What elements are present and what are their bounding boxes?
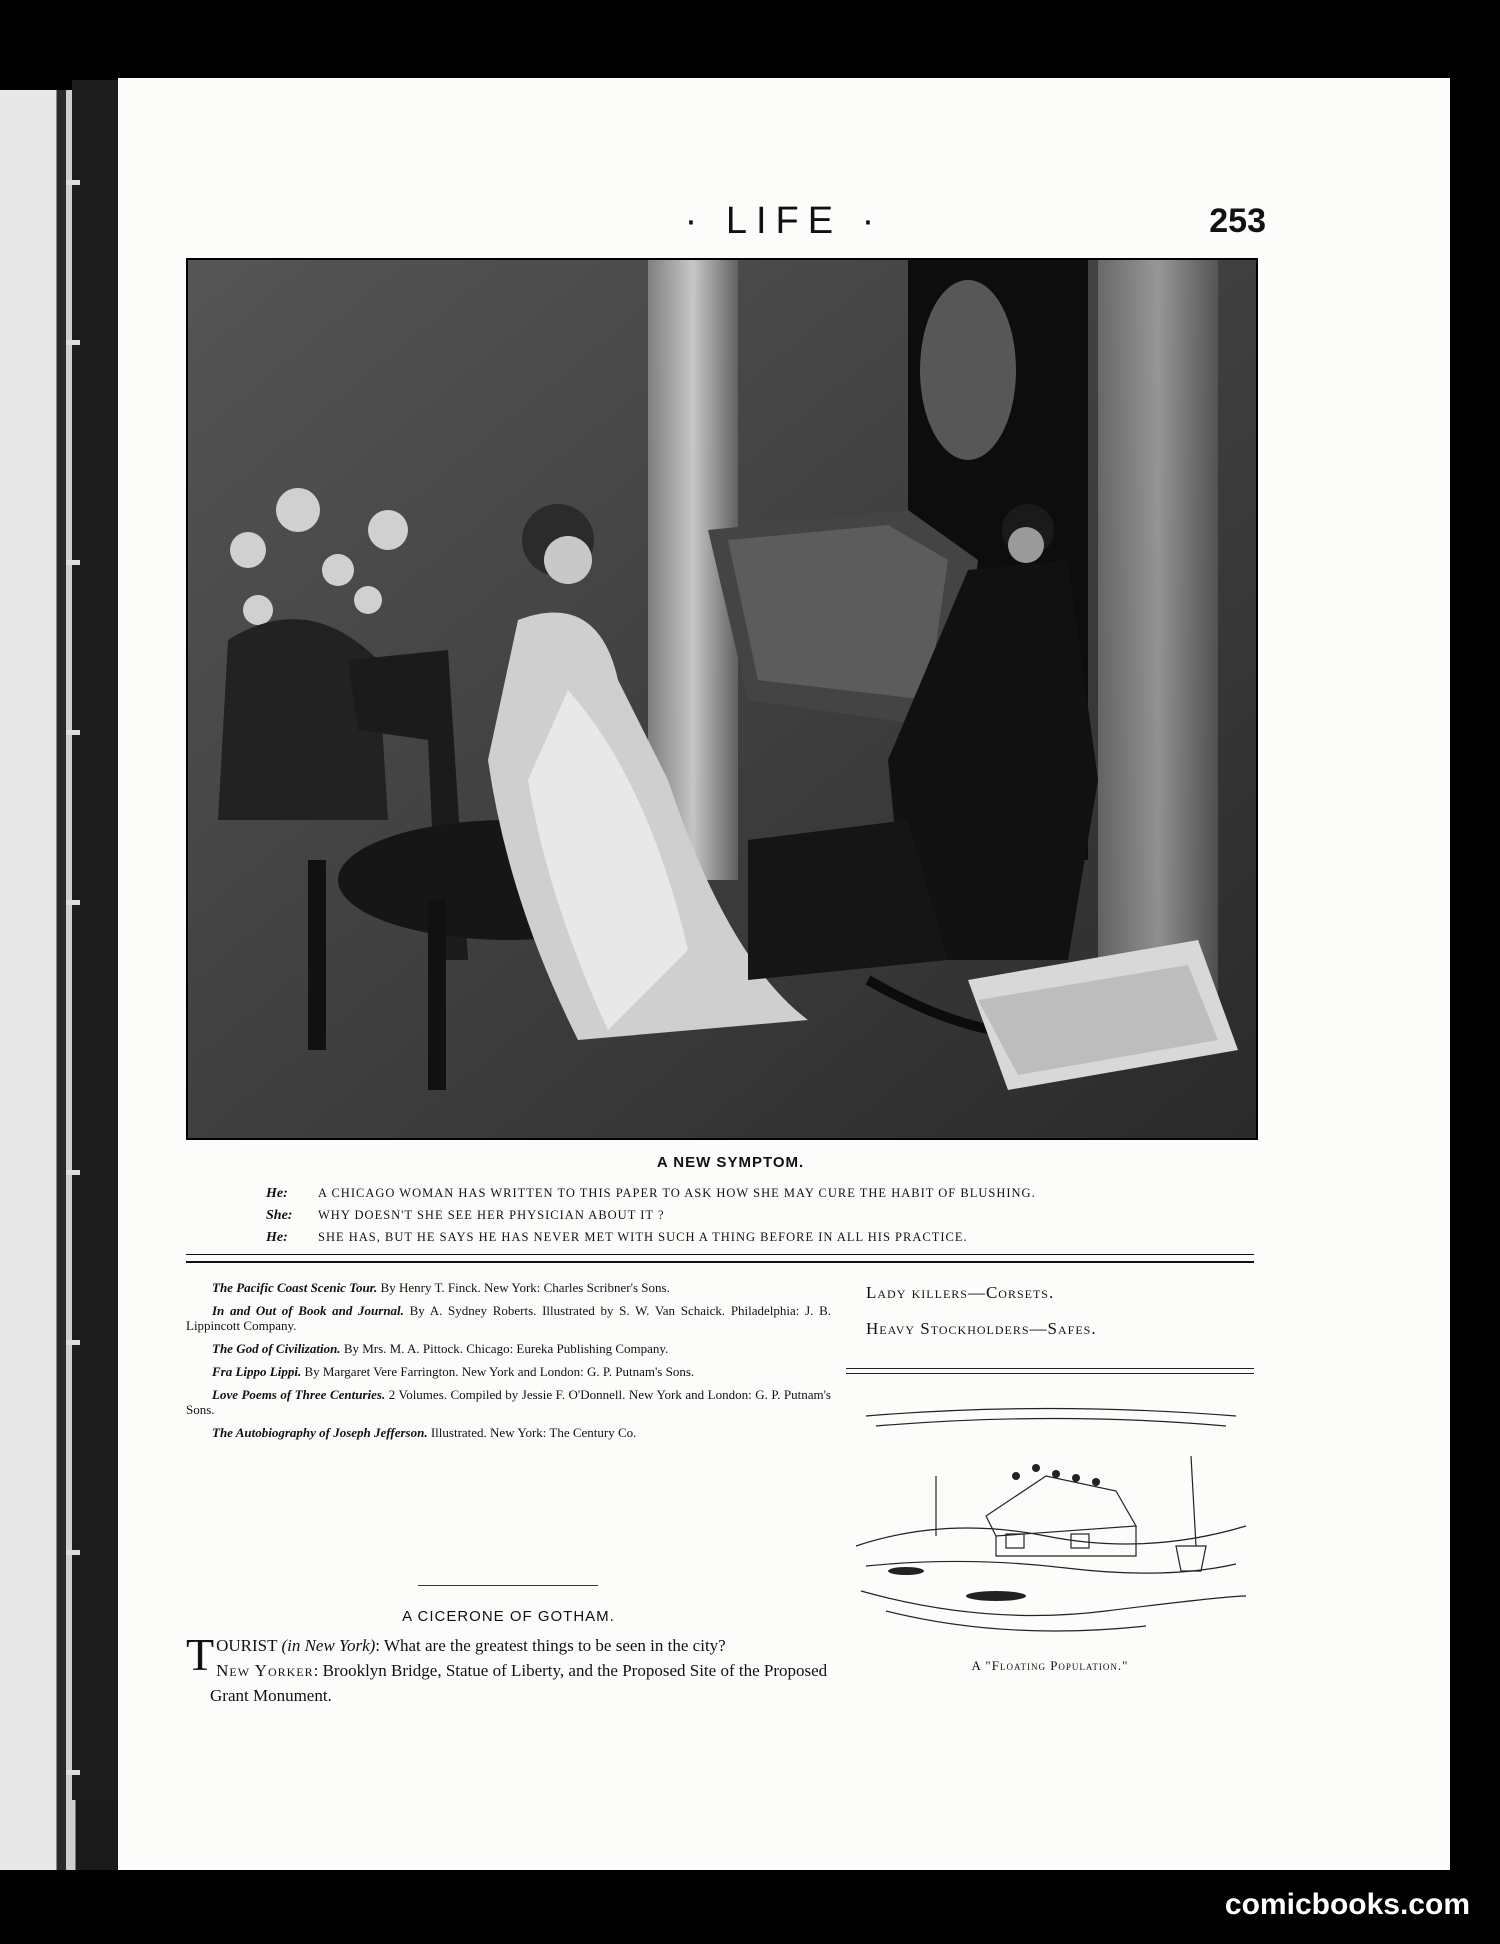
review-item [186, 1280, 831, 1295]
flood-sketch [846, 1396, 1254, 1644]
review-details: Illustrated. New York: The Century Co. [430, 1425, 637, 1440]
parlor-illustration [186, 258, 1258, 1140]
dialogue-line [266, 1230, 1186, 1252]
review-details: By Mrs. M. A. Pittock. Chicago: Eureka Publishing Company. [343, 1341, 669, 1356]
review-title: Love Poems of Three Centuries. [212, 1387, 386, 1402]
review-title: The Autobiography of Joseph Jefferson. [212, 1425, 428, 1440]
new-yorker-text: : Brooklyn Bridge, Statue of Liberty, and the Proposed Site of the Proposed Grant Monument. [210, 1661, 828, 1705]
dialogue-text: WHY DOESN'T SHE SEE HER PHYSICIAN ABOUT IT ? [318, 1208, 665, 1222]
tourist-label: OURIST [216, 1636, 278, 1655]
dialogue-speaker: He: [266, 1186, 288, 1201]
review-details: 2 Volumes. Compiled by Jessie F. O'Donnell. New York and London: G. P. Putnam's Sons. [186, 1387, 831, 1417]
review-title: The Pacific Coast Scenic Tour. [212, 1280, 378, 1295]
dialogue-text: A CHICAGO WOMAN HAS WRITTEN TO THIS PAPER TO ASK HOW SHE MAY CURE THE HABIT OF BLUSHING. [318, 1186, 1036, 1200]
review-title: The God of Civilization. [212, 1341, 341, 1356]
dialogue-text: SHE HAS, BUT HE SAYS HE HAS NEVER MET WITH SUCH A THING BEFORE IN ALL HIS PRACTICE. [318, 1230, 968, 1244]
magazine-page [118, 78, 1450, 1870]
drop-cap: T [186, 1629, 215, 1680]
short-divider [418, 1585, 598, 1586]
binding-strip [72, 80, 120, 1800]
tourist-text: : What are the greatest things to be seen in the city? [375, 1636, 726, 1655]
sidebar-jokes [866, 1283, 1256, 1355]
joke-line: Lady killers—Corsets. [866, 1283, 1055, 1302]
new-yorker-line [186, 1658, 831, 1708]
watermark: comicbooks.com [1224, 1888, 1470, 1921]
sketch-caption: A "Floating Population." [971, 1658, 1129, 1673]
review-details: By A. Sydney Roberts. Illustrated by S. W. Van Schaick. Philadelphia: J. B. Lippincott Company. [186, 1303, 831, 1333]
section-divider [186, 1254, 1254, 1263]
review-item [186, 1364, 831, 1379]
review-details: By Margaret Vere Farrington. New York and London: G. P. Putnam's Sons. [304, 1364, 695, 1379]
dialogue-line [266, 1208, 1186, 1230]
dialogue-speaker: He: [266, 1230, 288, 1245]
cicerone-dialogue [186, 1629, 831, 1708]
masthead-title: · LIFE · [684, 200, 884, 242]
review-item [186, 1303, 831, 1333]
illustration-caption-title: A NEW SYMPTOM. [656, 1154, 805, 1171]
cicerone-title: A CICERONE OF GOTHAM. [402, 1608, 615, 1625]
tourist-aside: (in New York) [281, 1636, 376, 1655]
dialogue-speaker: She: [266, 1208, 293, 1223]
review-item [186, 1387, 831, 1417]
review-item [186, 1425, 831, 1440]
review-title: In and Out of Book and Journal. [212, 1303, 404, 1318]
dialogue-line [266, 1186, 1186, 1208]
review-title: Fra Lippo Lippi. [212, 1364, 302, 1379]
review-details: By Henry T. Finck. New York: Charles Scribner's Sons. [380, 1280, 670, 1295]
joke-line: Heavy Stockholders—Safes. [866, 1319, 1097, 1338]
book-review-list [186, 1280, 831, 1448]
review-item [186, 1341, 831, 1356]
caption-dialogue [266, 1186, 1186, 1252]
new-yorker-label: New Yorker [216, 1661, 314, 1680]
page-number: 253 [1209, 202, 1266, 240]
sidebar-divider [846, 1368, 1254, 1374]
